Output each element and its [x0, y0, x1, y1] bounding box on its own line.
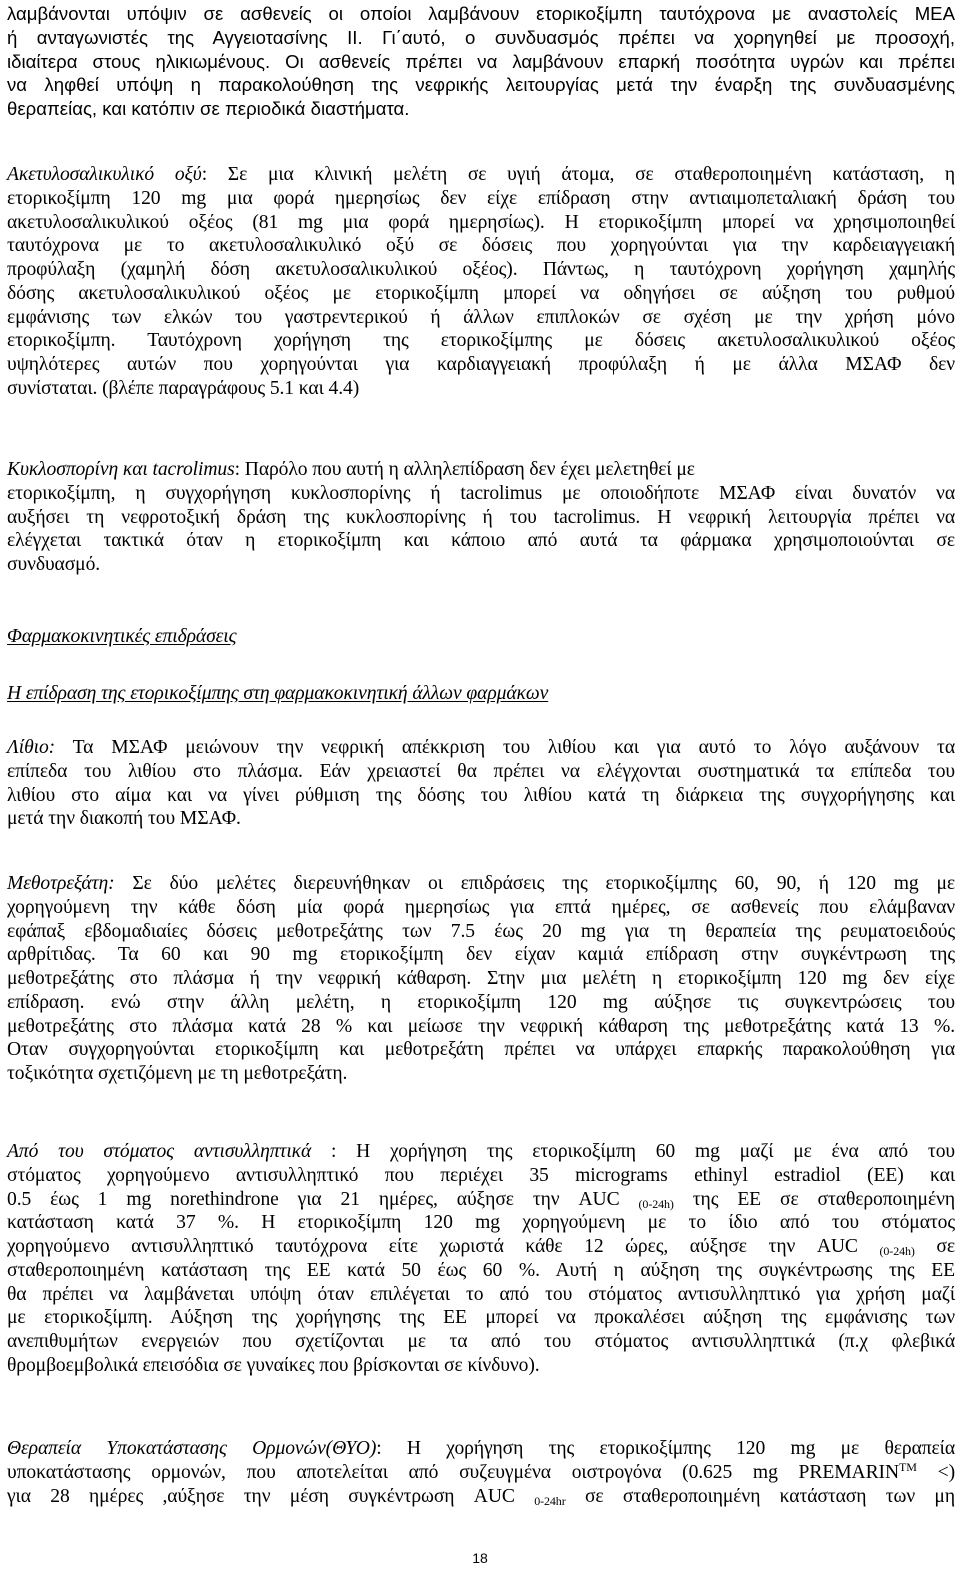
text-line: με ετορικοξίμπη. Αύξηση της χορήγησης της ΕΕ μπορεί να προκαλέσει αύξηση της εμφάνισης των: [7, 1307, 955, 1329]
text-line: θρομβοεμβολικά επεισόδια σε γυναίκες που βρίσκονται σε κίνδυνο).: [7, 1354, 540, 1376]
text-fragment: 0.5 έως 1 mg norethindrone για 21 ημέρες, αύξησε την AUC: [7, 1188, 639, 1210]
text-line: θεραπείας, και κατόπιν σε περιοδικά διαστήματα.: [7, 98, 410, 119]
paragraph-hormone-replacement-therapy: [7, 1437, 955, 1508]
text-line: ακετυλοσαλικυλικού οξέος (81 mg μια φορά ημερησίως). Η ετορικοξίμπη μπορεί να χρησιμοποιηθεί: [7, 211, 955, 233]
text-fragment: Τα ΜΣΑΦ μειώνουν την νεφρική απέκκριση του λιθίου και για αυτό το λόγο αυξάνουν τα: [55, 737, 955, 758]
drug-label: Κυκλοσπορίνη και tacrolimus: [7, 459, 235, 480]
paragraph-lithium: [7, 736, 955, 831]
text-line: ιδιαίτερα στους ηλικιωμένους. Οι ασθενείς πρέπει να λαμβάνουν επαρκή ποσότητα υγρών και πρέπει: [7, 50, 955, 72]
text-line: επίπεδα του λιθίου στο πλάσμα. Εάν χρειαστεί θα πρέπει να ελέγχονται συστηματικά τα επίπεδα του: [7, 760, 955, 782]
text-line: επίδραση. ενώ στην άλλη μελέτη, η ετορικοξίμπη 120 mg αύξησε τις συγκεντρώσεις του: [7, 991, 955, 1013]
auc-subscript: (0-24h): [638, 1196, 674, 1211]
text-line: συνίσταται. (βλέπε παραγράφους 5.1 και 4.4): [7, 377, 360, 399]
drug-label: Ακετυλοσαλικυλικό οξύ: [7, 164, 202, 185]
text-line: υψηλότερες αυτών που χορηγούνται για καρδιαγγειακή προφύλαξη ή με άλλα ΜΣΑΦ δεν: [7, 354, 955, 375]
text-fragment: <): [916, 1461, 955, 1483]
drug-label: Θεραπεία Υποκατάστασης Ορμονών(ΘΥΟ): [7, 1438, 377, 1459]
text-fragment: της ΕΕ σε σταθεροποιημένη: [673, 1188, 955, 1210]
heading-text: Η επίδραση της ετορικοξίμπης στη φαρμακοκινητική άλλων φαρμάκων: [7, 683, 549, 704]
text-line: αυξήσει τη νεφροτοξική δράση της κυκλοσπορίνης ή του tacrolimus. Η νεφρική λειτουργία πρέπει να: [7, 506, 955, 528]
paragraph-oral-contraceptives: [7, 1140, 955, 1378]
heading-pharmacokinetic-effects: [7, 625, 955, 649]
paragraph-methotrexate: [7, 872, 955, 1086]
auc-subscript: 0-24hr: [534, 1493, 566, 1508]
text-line: ελέγχεται τακτικά όταν η ετορικοξίμπη και κάποιο από αυτά τα φάρμακα χρησιμοποιούνται σε: [7, 530, 955, 552]
text-line: [7, 736, 955, 760]
text-fragment: χορηγούμενο αντισυλληπτικό ταυτόχρονα είτε χωριστά κάθε 12 ώρες, αύξησε την AUC: [7, 1236, 880, 1257]
text-line: αρθρίτιδας. Τα 60 και 90 mg ετορικοξίμπη δεν είχαν καμιά επίδραση στην συγκέντρωση της: [7, 944, 955, 966]
text-line: ή ανταγωνιστές της Αγγειοτασίνης ΙΙ. Γι΄αυτό, ο συνδυασμός πρέπει να χορηγηθεί με προσοχή,: [7, 26, 955, 48]
text-fragment: για 28 ημέρες ,αύξησε την μέση συγκέντρωση AUC: [7, 1485, 535, 1507]
text-line: [7, 1437, 955, 1461]
text-line: δόσης ακετυλοσαλικυλικού οξέος με ετορικοξίμπη μπορεί να οδηγήσει σε αύξηση του ρυθμού: [7, 282, 955, 304]
text-line: ταυτόχρονα με το ακετυλοσαλικυλικό οξύ σε δόσεις που χορηγούνται για την καρδειαγγειακή: [7, 235, 955, 257]
text-line: χορηγούμενη την κάθε δόση μία φορά ημερησίως για επτά ημέρες, σε ασθενείς που ελάμβαναν: [7, 896, 955, 918]
text-line: ανεπιθυμήτων ενεργειών που σχετίζονται με τα από του στόματος αντισυλληπτικά (π.χ φλεβικά: [7, 1331, 955, 1352]
text-line: Οταν συγχορηγούνται ετορικοξίμπη και μεθοτρεξάτη πρέπει να υπάρχει επαρκής παρακολούθηση για: [7, 1039, 955, 1061]
text-line: συνδυασμό.: [7, 554, 101, 575]
drug-label: Λίθιο:: [7, 737, 56, 758]
paragraph-ciclosporin-tacrolimus: [7, 458, 955, 577]
text-line: στόματος χορηγούμενο αντισυλληπτικό που περιέχει 35 micrograms ethinyl estradiol (EE) και: [7, 1164, 955, 1186]
drug-label: Μεθοτρεξάτη:: [7, 873, 115, 894]
text-line: ετορικοξίμπη, η συγχορήγηση κυκλοσπορίνης ή tacrolimus με οποιοδήποτε ΜΣΑΦ είναι δυνατόν να: [7, 482, 955, 504]
text-line: [7, 163, 955, 187]
drug-label: Από του στόματος αντισυλληπτικά: [7, 1141, 312, 1162]
text-fragment: : Η χορήγηση της ετορικοξίμπη 60 mg μαζί με ένα από του: [311, 1141, 955, 1162]
text-line: να ληφθεί υπόψη η παρακολούθηση της νεφρικής λειτουργίας μετά την έναρξη της συνδυασμένης: [7, 74, 955, 96]
text-line: [7, 872, 955, 896]
trademark-superscript: TM: [899, 1459, 917, 1474]
heading-text: Φαρμακοκινητικές επιδράσεις: [7, 626, 237, 647]
text-line: τοξικότητα σχετιζόμενη με τη μεθοτρεξάτη.: [7, 1063, 348, 1084]
text-line: ετορικοξίμπη. Ταυτόχρονη χορήγηση της ετορικοξίμπης με δόσεις ακετυλοσαλικυλικού οξέος: [7, 330, 955, 352]
text-line: λαμβάνονται υπόψιν σε ασθενείς οι οποίοι λαμβάνουν ετορικοξίμπη ταυτόχρονα με αναστολείς ΜΕΑ: [7, 3, 955, 24]
text-line: εφάπαξ εβδομαδιαίες δόσεις μεθοτρεξάτης των 7.5 έως 20 mg για τη θεραπεία της ρευματοειδούς: [7, 920, 955, 942]
paragraph-intro: [7, 2, 955, 121]
text-fragment: : Παρόλο που αυτή η αλληλεπίδραση δεν έχει μελετηθεί με: [234, 459, 695, 480]
text-line: [7, 1235, 955, 1259]
text-line: προφύλαξη (χαμηλή δόση ακετυλοσαλικυλικού οξέος). Πάντως, η ταυτόχρονη χορήγηση χαμηλής: [7, 259, 955, 280]
text-line: σταθεροποιημένη κατάσταση της ΕΕ κατά 50 έως 60 %. Αυτή η αύξηση της συγκέντρωσης της ΕΕ: [7, 1259, 955, 1281]
text-line: λιθίου στο αίμα και να γίνει ρύθμιση της δόσης του λιθίου κατά τη διάρκεια της συγχορήγησης και: [7, 784, 955, 806]
text-fragment: υποκατάστασης ορμονών, που αποτελείται από συζευγμένα οιστρογόνα (0.625 mg PREMARIN: [7, 1461, 900, 1483]
text-line: [7, 458, 955, 482]
auc-subscript: (0-24h): [879, 1244, 915, 1258]
text-line: μετά την διακοπή του ΜΣΑΦ.: [7, 808, 241, 830]
text-line: κατάσταση κατά 37 %. Η ετορικοξίμπη 120 mg χορηγούμενη με το ίδιο από του στόματος: [7, 1212, 955, 1234]
text-line: [7, 1461, 955, 1485]
text-fragment: : Η χορήγηση της ετορικοξίμπης 120 mg με θεραπεία: [376, 1438, 955, 1459]
text-line: [7, 1188, 955, 1212]
page-number: 18: [472, 1550, 488, 1566]
text-line: εμφάνισης των ελκών του γαστρεντερικού ή άλλων επιπλοκών σε σχέση με την χρήση μόνο: [7, 306, 955, 328]
paragraph-acetylsalicylic-acid: [7, 163, 955, 401]
text-fragment: Σε δύο μελέτες διερευνήθηκαν οι επιδράσεις της ετορικοξίμπης 60, 90, ή 120 mg με: [114, 873, 955, 894]
text-fragment: : Σε μια κλινική μελέτη σε υγιή άτομα, σε σταθεροποιημένη κατάσταση, η: [201, 164, 955, 185]
text-line: [7, 1140, 955, 1164]
text-line: θα πρέπει να λαμβάνεται υπόψη όταν επιλέγεται το από του στόματος αντισυλληπτικό για χρήση μαζί: [7, 1283, 955, 1305]
text-fragment: σε: [914, 1236, 955, 1257]
text-line: μεθοτρεξάτης στο πλάσμα ή την νεφρική κάθαρση. Στην μια μελέτη η ετορικοξίμπη 120 mg δεν είχε: [7, 968, 955, 989]
text-line: ετορικοξίμπη 120 mg μια φορά ημερησίως δεν είχε επίδραση στην αντιαιμοπεταλιακή δράση του: [7, 187, 955, 209]
text-line: [7, 1485, 955, 1509]
text-fragment: σε σταθεροποιημένη κατάσταση των μη: [565, 1485, 955, 1507]
text-line: μεθοτρεξάτης στο πλάσμα κατά 28 % και μείωσε την νεφρική κάθαρση της μεθοτρεξάτης κατά 13 %.: [7, 1015, 955, 1037]
heading-effect-on-other-drugs: [7, 682, 955, 706]
